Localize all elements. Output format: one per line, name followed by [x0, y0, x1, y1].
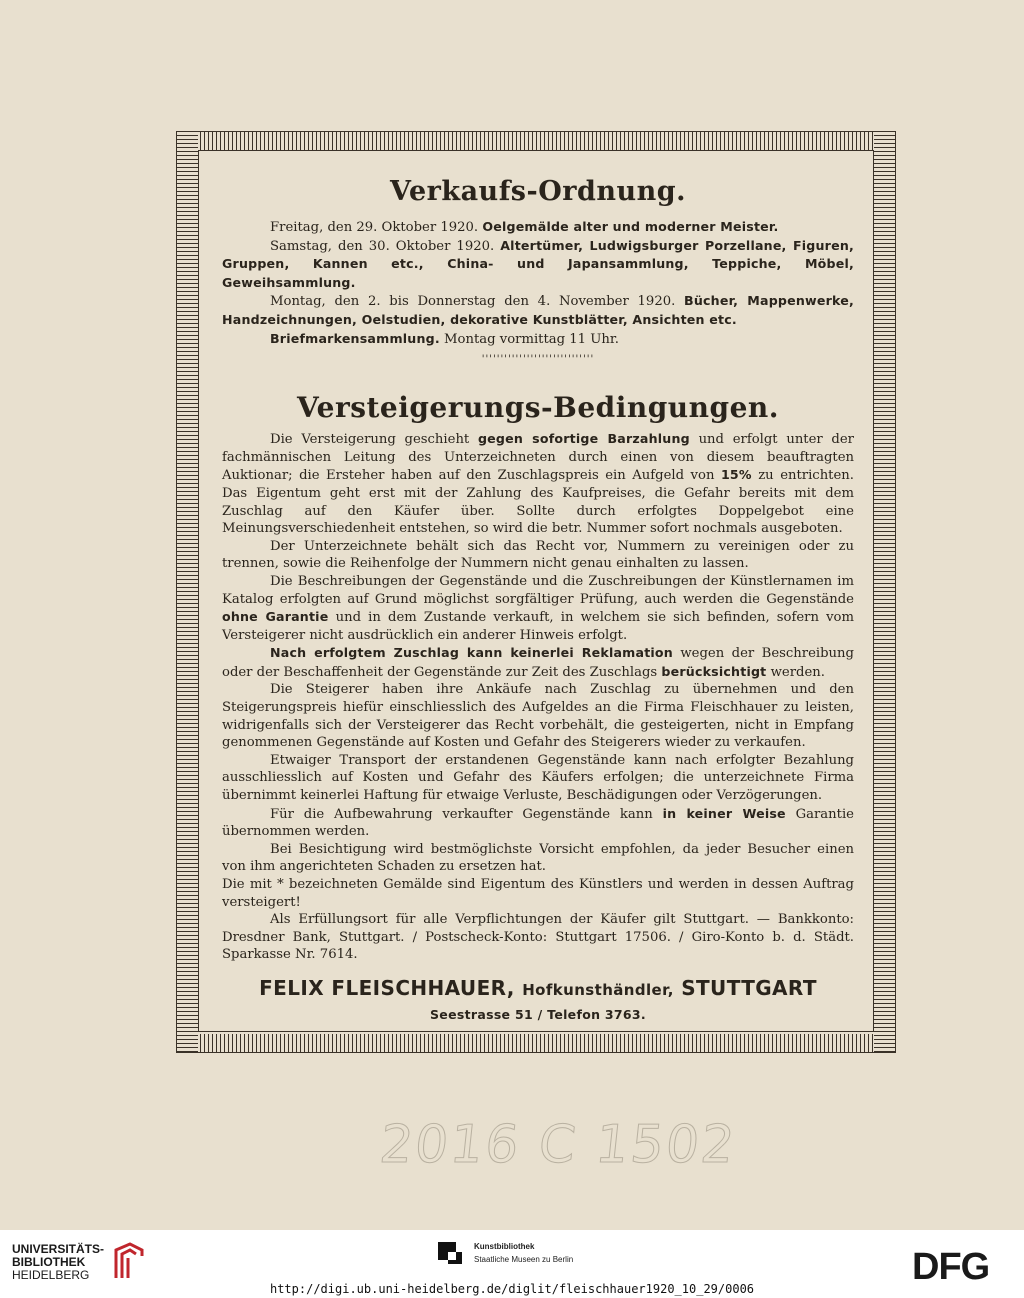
terms-paragraph-6: Etwaiger Transport der erstandenen Gegenstände kann nach erfolgter Bezahlung ausschliesslich auf Kosten und Gefahr des Käufers erfolgen; die unterzeichnete Firma übernimmt keinerlei Haftung für etwaige Verluste, Beschädigungen oder Verzögerungen. [222, 752, 854, 804]
terms-paragraph-7: Für die Aufbewahrung verkaufter Gegenstände kann in keiner Weise Garantie übernommen werden. [222, 805, 854, 840]
terms-paragraph-10: Als Erfüllungsort für alle Verpflichtungen der Käufer gilt Stuttgart. — Bankkonto: Dresdner Bank, Stuttgart. / Postscheck-Konto: Stuttgart 17506. / Giro-Konto b. d. Städt. Sparkasse Nr. 7614. [222, 912, 854, 963]
dfg-logo[interactable]: DFG [912, 1246, 990, 1288]
auction-terms-heading: Versteigerungs-Bedingungen. [296, 391, 780, 425]
kunstbibliothek-logo[interactable] [436, 1240, 573, 1266]
firm-address: Seestrasse 51 / Telefon 3763. [430, 1006, 646, 1022]
terms-paragraph-5: Die Steigerer haben ihre Ankäufe nach Zuschlag zu übernehmen und den Steigerungspreis hiefür einschliesslich des Aufgeldes an die Firma Fleischhauer zu leisten, widrigenfalls sich der Versteigerer das Recht vorbehält, die gesteigerten, nicht in Empfang genommenen Gegenstände auf Kosten und Gefahr des Steigerers wieder zu verkaufen. [222, 682, 854, 751]
schedule-saturday: Samstag, den 30. Oktober 1920. Altertümer, Ludwigsburger Porzellane, Figuren, Gruppen, Kannen etc., China- und Japansammlung, Teppiche, Möbel, Geweihsammlung. [222, 237, 854, 290]
schedule-monday: Montag, den 2. bis Donnerstag den 4. November 1920. Bücher, Mappenwerke, Handzeichnungen, Oelstudien, dekorative Kunstblätter, Ansichten etc. [222, 293, 854, 327]
terms-paragraph-2: Der Unterzeichnete behält sich das Recht vor, Nummern zu vereinigen oder zu trennen, sowie die Reihenfolge der Nummern nicht genau einhalten zu lassen. [222, 538, 854, 572]
library-footer [0, 1230, 1024, 1298]
ub-line-3: HEIDELBERG [12, 1267, 90, 1282]
smb-logo-icon [436, 1240, 464, 1266]
terms-paragraph-3: Die Beschreibungen der Gegenstände und die Zuschreibungen der Künstlernamen im Katalog erfolgten auf Grund möglichst sorgfältiger Prüfung, auch werden die Gegenstände ohne Garantie und in dem Zustande verkauft, in welchem sie sich befinden, sofern vom Versteigerer nicht ausdrücklich ein anderer Hinweis erfolgt. [222, 573, 854, 643]
ub-emblem-icon [112, 1242, 146, 1282]
firm-name-line: FELIX FLEISCHHAUER, Hofkunsthändler, STUTTGART [259, 975, 817, 1000]
kb-title: Kunstbibliothek [474, 1242, 535, 1251]
terms-paragraph-8: Bei Besichtigung wird bestmöglichste Vorsicht empfohlen, da jeder Besucher einen von ihm angerichteten Schaden zu ersetzen hat. [222, 841, 854, 875]
ub-line-1: UNIVERSITÄTS- [12, 1241, 105, 1256]
terms-paragraph-1: Die Versteigerung geschieht gegen sofortige Barzahlung und erfolgt unter der fachmännischen Leitung des Unterzeichneten durch einen von diesem beauftragten Auktionar; die Ersteher haben auf den Zuschlagspreis ein Aufgeld von 15% zu entrichten. Das Eigentum geht erst mit der Zahlung des Kaufpreises, die Gefahr bereits mit dem Zuschlag auf den Käufer über. Sollte durch erfolgtes Doppelgebot eine Meinungsverschiedenheit entstehen, so wird die betr. Nummer sofort nochmals ausgeboten. [222, 431, 854, 537]
ub-heidelberg-logo[interactable] [12, 1242, 146, 1282]
kb-subtitle: Staatliche Museen zu Berlin [474, 1255, 574, 1264]
terms-paragraph-9: Die mit * bezeichneten Gemälde sind Eigentum des Künstlers und werden in dessen Auftrag versteigert! [222, 877, 854, 910]
sale-order-heading: Verkaufs-Ordnung. [389, 176, 687, 207]
ub-line-2: BIBLIOTHEK [12, 1254, 86, 1269]
ornament-divider: '''''''''''''''''''''''''''''' [481, 354, 595, 366]
schedule-stamps: Briefmarkensammlung. Montag vormittag 11 Uhr. [270, 330, 619, 347]
terms-paragraph-4: Nach erfolgtem Zuschlag kann keinerlei Reklamation wegen der Beschreibung oder der Beschaffenheit der Gegenstände zur Zeit des Zuschlags berücksichtigt werden. [222, 645, 854, 680]
schedule-friday: Freitag, den 29. Oktober 1920. Oelgemälde alter und moderner Meister. [270, 219, 779, 235]
catalog-text [222, 172, 854, 1024]
permalink-url[interactable]: http://digi.ub.uni-heidelberg.de/diglit/fleischhauer1920_10_29/0006 [269, 1282, 755, 1296]
pencil-shelfmark: 2016 C 1502 [376, 1115, 740, 1175]
